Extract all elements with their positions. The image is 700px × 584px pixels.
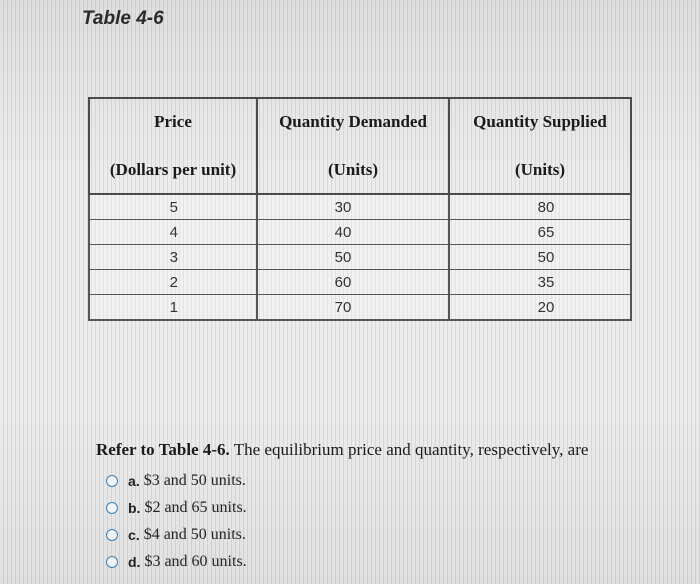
supply-demand-table bbox=[88, 97, 630, 321]
radio-button-icon[interactable] bbox=[106, 502, 118, 514]
question-body: The equilibrium price and quantity, respectively, are bbox=[233, 440, 589, 459]
quantity-demanded-cell: 50 bbox=[257, 245, 449, 270]
radio-button-icon[interactable] bbox=[106, 475, 118, 487]
option-text: $2 and 65 units. bbox=[144, 498, 247, 516]
quantity-supplied-cell: 50 bbox=[449, 245, 631, 270]
table-row bbox=[89, 220, 631, 245]
quantity-demanded-cell: 70 bbox=[257, 295, 449, 321]
quantity-supplied-cell: 80 bbox=[449, 194, 631, 220]
table-row bbox=[89, 194, 631, 220]
option-d[interactable] bbox=[106, 548, 247, 575]
quantity-demanded-cell: 40 bbox=[257, 220, 449, 245]
option-letter: d. bbox=[128, 553, 141, 570]
price-cell: 5 bbox=[89, 194, 257, 220]
price-cell: 3 bbox=[89, 245, 257, 270]
question-text bbox=[96, 440, 588, 460]
quantity-supplied-cell: 20 bbox=[449, 295, 631, 321]
header-price-unit: (Dollars per unit) bbox=[109, 160, 237, 179]
header-qs-label: Quantity Supplied bbox=[473, 112, 607, 131]
option-a[interactable] bbox=[106, 467, 247, 494]
header-qs-unit: (Units) bbox=[514, 160, 566, 179]
question-prefix: Refer to Table 4-6. bbox=[96, 440, 230, 459]
option-text: $3 and 50 units. bbox=[143, 471, 246, 489]
table-header-row bbox=[89, 98, 631, 194]
quantity-demanded-cell: 60 bbox=[257, 270, 449, 295]
table-title: Table 4-6 bbox=[82, 8, 164, 29]
header-quantity-supplied bbox=[449, 98, 631, 194]
header-price-label: Price bbox=[154, 112, 192, 131]
price-cell: 2 bbox=[89, 270, 257, 295]
header-price bbox=[89, 98, 257, 194]
header-quantity-demanded bbox=[257, 98, 449, 194]
header-qd-unit: (Units) bbox=[327, 160, 379, 179]
option-letter: a. bbox=[128, 472, 140, 489]
table-row bbox=[89, 270, 631, 295]
option-text: $4 and 50 units. bbox=[143, 525, 246, 543]
option-c[interactable] bbox=[106, 521, 247, 548]
radio-button-icon[interactable] bbox=[106, 529, 118, 541]
option-b[interactable] bbox=[106, 494, 247, 521]
answer-options bbox=[106, 467, 247, 575]
table-row bbox=[89, 295, 631, 321]
radio-button-icon[interactable] bbox=[106, 556, 118, 568]
option-text: $3 and 60 units. bbox=[144, 552, 247, 570]
option-letter: c. bbox=[128, 526, 140, 543]
option-letter: b. bbox=[128, 499, 141, 516]
header-qd-label: Quantity Demanded bbox=[279, 112, 427, 131]
table-row bbox=[89, 245, 631, 270]
quantity-supplied-cell: 65 bbox=[449, 220, 631, 245]
price-cell: 4 bbox=[89, 220, 257, 245]
quantity-supplied-cell: 35 bbox=[449, 270, 631, 295]
price-cell: 1 bbox=[89, 295, 257, 321]
quantity-demanded-cell: 30 bbox=[257, 194, 449, 220]
